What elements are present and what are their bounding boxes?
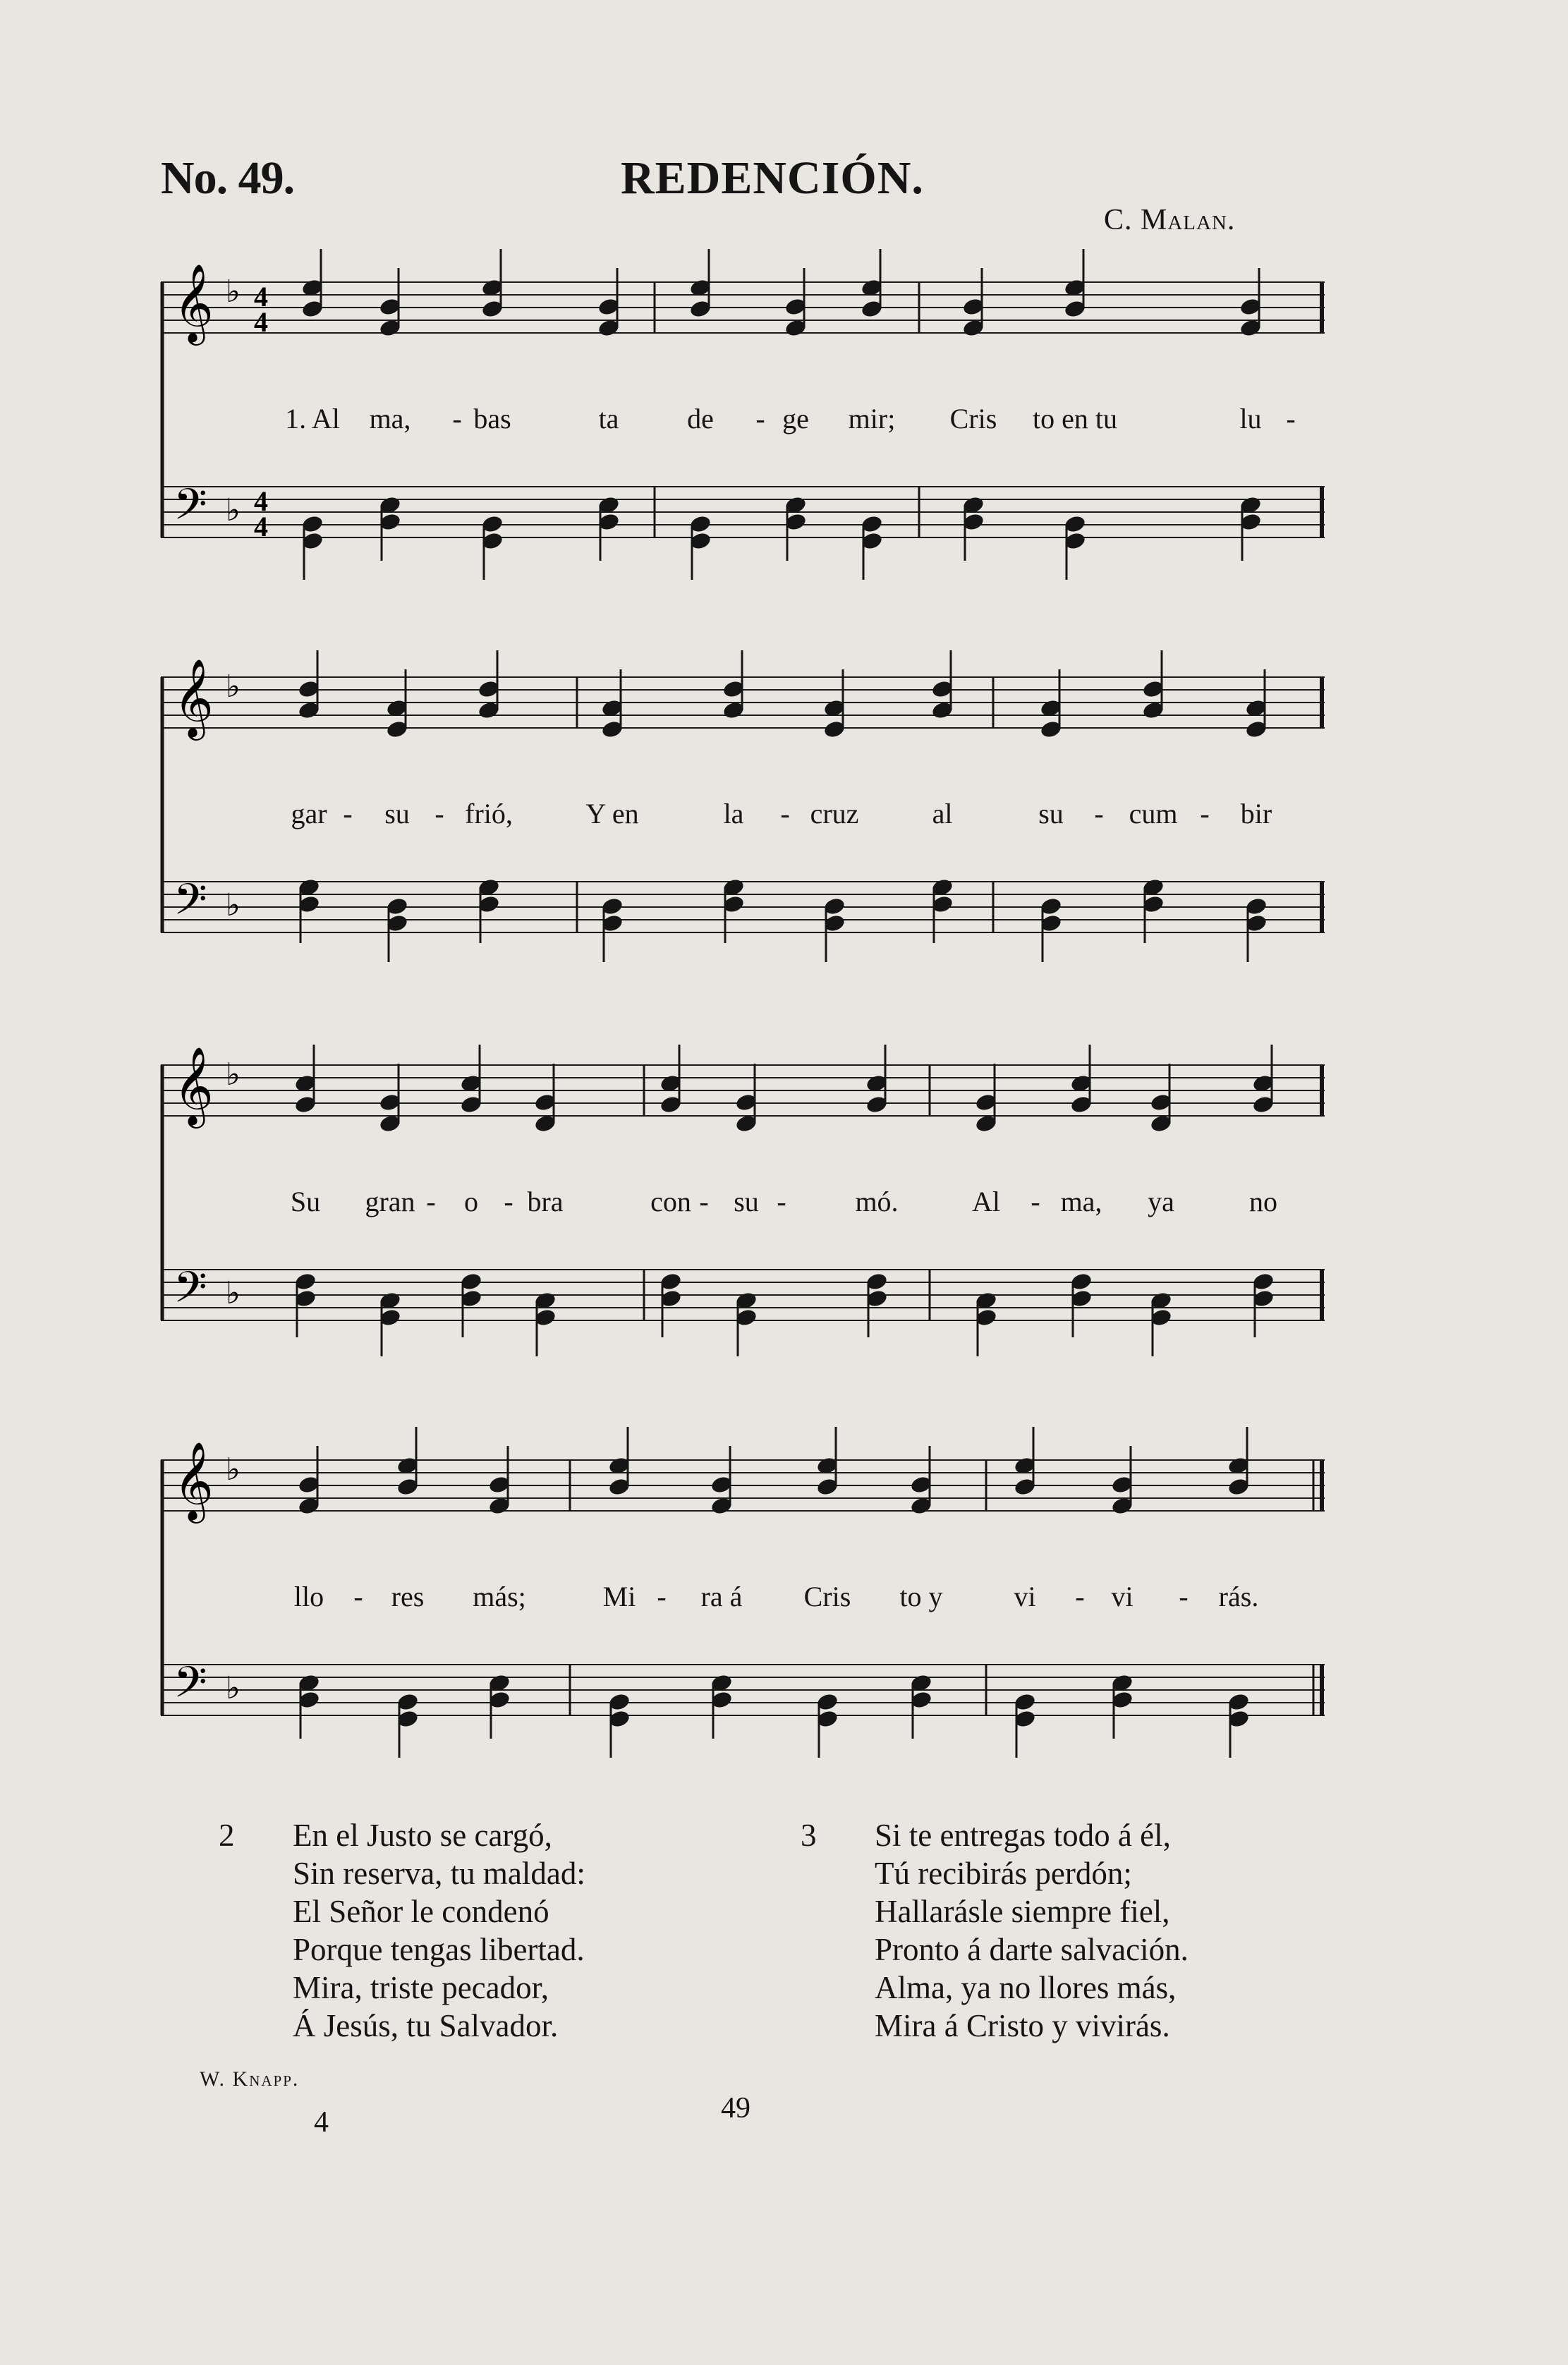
verse-line: Sin reserva, tu maldad:: [293, 1856, 585, 1891]
lyric-hyphen: -: [657, 1581, 667, 1612]
verse-line: Pronto á darte salvación.: [875, 1932, 1189, 1967]
verse-line: En el Justo se cargó,: [293, 1818, 552, 1853]
lyric-syllable: Al: [972, 1186, 1000, 1217]
time-signature-top: 4: [254, 281, 268, 312]
lyric-hyphen: -: [777, 1186, 786, 1217]
lyric-syllable: 1. Al: [285, 403, 340, 434]
lyric-syllable: su: [1038, 798, 1064, 829]
lyric-hyphen: -: [1094, 798, 1104, 829]
hymn-number: No. 49.: [161, 152, 295, 204]
verse-line: Hallarásle siempre fiel,: [875, 1894, 1170, 1929]
verse-line: Porque tengas libertad.: [293, 1932, 585, 1967]
verse-line: El Señor le condenó: [293, 1894, 549, 1929]
lyric-hyphen: -: [780, 798, 790, 829]
lyric-syllable: la: [723, 798, 744, 829]
lyric-syllable: to y: [899, 1581, 943, 1612]
lyric-syllable: gran: [365, 1186, 415, 1217]
lyric-hyphen: -: [699, 1186, 709, 1217]
lyric-hyphen: -: [1031, 1186, 1040, 1217]
music-system-4: [161, 1439, 1325, 1777]
lyric-hyphen: -: [1075, 1581, 1085, 1612]
music-system-1: [161, 261, 1325, 600]
treble-clef-icon: 𝄞: [174, 1046, 214, 1125]
lyric-hyphen: -: [452, 403, 462, 434]
lyric-hyphen: -: [504, 1186, 513, 1217]
staff-svg: [161, 1439, 1325, 1777]
verse-line: Mira, triste pecador,: [293, 1970, 549, 2005]
verse-line: Á Jesús, tu Salvador.: [293, 2008, 559, 2043]
time-signature-bottom: 4: [254, 511, 268, 542]
lyricist: W. Knapp.: [200, 2067, 300, 2091]
flat-key-signature-icon: ♭: [226, 1275, 241, 1311]
lyric-syllable: ge: [782, 403, 809, 434]
bass-clef-icon: 𝄢: [174, 875, 207, 935]
lyric-syllable: llo: [293, 1581, 324, 1612]
hymn-title: REDENCIÓN.: [621, 152, 924, 204]
lyric-syllable: de: [687, 403, 714, 434]
lyric-syllable: ra á: [700, 1581, 743, 1612]
lyric-syllable: no: [1249, 1186, 1277, 1217]
lyric-hyphen: -: [353, 1581, 363, 1612]
lyric-syllable: vi: [1014, 1581, 1036, 1612]
lyric-syllable: mir;: [848, 403, 896, 434]
verse-number: 3: [801, 1818, 817, 1853]
lyric-syllable: ya: [1148, 1186, 1174, 1217]
lyric-syllable: o: [464, 1186, 478, 1217]
lyric-syllable: más;: [473, 1581, 526, 1612]
verse-2: [219, 1816, 585, 2045]
composer: C. Malan.: [1104, 204, 1236, 236]
lyric-syllable: vi: [1111, 1581, 1134, 1612]
lyric-hyphen: -: [1286, 403, 1296, 434]
treble-clef-icon: 𝄞: [174, 658, 214, 737]
music-system-2: [161, 656, 1325, 995]
page-number: 49: [721, 2092, 750, 2124]
treble-clef-icon: 𝄞: [174, 263, 214, 342]
lyric-syllable: Su: [290, 1186, 321, 1217]
lyric-syllable: lu: [1239, 403, 1262, 434]
lyric-hyphen: -: [434, 798, 444, 829]
verse-line: Si te entregas todo á él,: [875, 1818, 1171, 1853]
lyric-hyphen: -: [426, 1186, 436, 1217]
verse-line: Tú recibirás perdón;: [875, 1856, 1132, 1891]
lyric-syllable: Cris: [949, 403, 997, 434]
lyric-syllable: frió,: [465, 798, 513, 829]
lyric-syllable: su: [734, 1186, 759, 1217]
verse-line: Alma, ya no llores más,: [875, 1970, 1177, 2005]
lyric-syllable: con: [650, 1186, 691, 1217]
signature-mark: 4: [314, 2106, 329, 2139]
lyric-hyphen: -: [343, 798, 353, 829]
flat-key-signature-icon: ♭: [226, 1057, 241, 1093]
lyric-syllable: bas: [473, 403, 511, 434]
lyric-syllable: res: [391, 1581, 425, 1612]
lyric-syllable: Cris: [803, 1581, 851, 1612]
verse-number: 2: [219, 1818, 235, 1853]
time-signature-bottom: 4: [254, 306, 268, 338]
bass-clef-icon: 𝄢: [174, 480, 207, 540]
verse-line: Mira á Cristo y vivirás.: [875, 2008, 1170, 2043]
verse-3: [801, 1816, 1189, 2045]
lyric-syllable: mó.: [855, 1186, 899, 1217]
lyric-syllable: Y en: [585, 798, 639, 829]
lyric-syllable: ma,: [369, 403, 411, 434]
lyric-syllable: cruz: [810, 798, 859, 829]
flat-key-signature-icon: ♭: [226, 492, 241, 528]
lyric-syllable: cum: [1129, 798, 1178, 829]
lyric-syllable: to en tu: [1033, 403, 1117, 434]
lyric-syllable: gar: [291, 798, 327, 829]
lyric-syllable: bra: [527, 1186, 564, 1217]
lyric-syllable: rás.: [1218, 1581, 1259, 1612]
time-signature-top: 4: [254, 485, 268, 517]
lyric-syllable: ma,: [1060, 1186, 1102, 1217]
bass-clef-icon: 𝄢: [174, 1263, 207, 1323]
lyric-syllable: ta: [598, 403, 619, 434]
lyric-hyphen: -: [1200, 798, 1210, 829]
music-system-3: [161, 1044, 1325, 1382]
flat-key-signature-icon: ♭: [226, 1670, 241, 1706]
bass-clef-icon: 𝄢: [174, 1658, 207, 1718]
flat-key-signature-icon: ♭: [226, 274, 241, 310]
flat-key-signature-icon: ♭: [226, 669, 241, 705]
lyric-syllable: su: [384, 798, 410, 829]
lyric-hyphen: -: [1179, 1581, 1189, 1612]
flat-key-signature-icon: ♭: [226, 887, 241, 923]
lyric-syllable: Mi: [602, 1581, 636, 1612]
lyric-syllable: al: [932, 798, 953, 829]
flat-key-signature-icon: ♭: [226, 1452, 241, 1488]
treble-clef-icon: 𝄞: [174, 1441, 214, 1520]
lyric-syllable: bir: [1240, 798, 1272, 829]
lyric-hyphen: -: [755, 403, 765, 434]
